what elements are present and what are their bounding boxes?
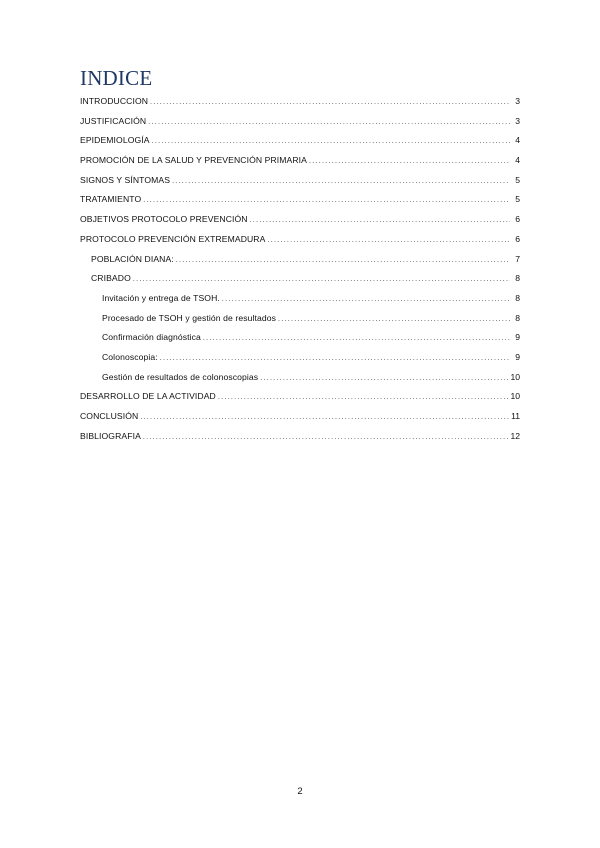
toc-entry-conclusion[interactable] — [80, 407, 520, 427]
toc-entry-label: JUSTIFICACIÓN — [80, 115, 147, 126]
toc-dot-leader — [222, 290, 510, 310]
toc-entry-label: Invitación y entrega de TSOH. — [102, 292, 220, 303]
toc-entry-label: INTRODUCCION — [80, 96, 149, 106]
toc-entry-desarrollo-actividad[interactable] — [80, 387, 520, 407]
toc-dot-leader — [250, 211, 510, 231]
toc-entry-label: POBLACIÓN DIANA: — [91, 253, 174, 264]
toc-entry-label: BIBLIOGRAFIA — [80, 430, 141, 441]
toc-entry-page: 5 — [515, 194, 520, 205]
toc-entry-label: PROTOCOLO PREVENCIÓN EXTREMADURA — [80, 233, 266, 244]
toc-entry-label: CONCLUSIÓN — [80, 411, 139, 421]
toc-entry-page: 8 — [515, 292, 520, 303]
toc-dot-leader — [133, 270, 510, 290]
toc-entry-epidemiologia[interactable] — [80, 131, 520, 151]
toc-dot-leader — [267, 231, 510, 251]
toc-entry-objetivos[interactable] — [80, 210, 520, 230]
toc-entry-confirmacion-diagnostica[interactable] — [80, 328, 520, 348]
toc-entry-label: TRATAMIENTO — [80, 194, 142, 205]
toc-entry-label: Colonoscopia: — [102, 351, 158, 362]
toc-dot-leader — [143, 428, 509, 448]
toc-entry-label: DESARROLLO DE LA ACTIVIDAD — [80, 391, 216, 402]
toc-entry-page: 8 — [515, 273, 520, 284]
toc-entry-invitacion-tsoh[interactable] — [80, 289, 520, 309]
toc-entry-protocolo-extremadura[interactable] — [80, 230, 520, 250]
toc-dot-leader — [309, 152, 510, 172]
toc-entry-label: Procesado de TSOH y gestión de resultados — [102, 312, 277, 323]
toc-dot-leader — [260, 369, 508, 389]
toc-entry-gestion-colonoscopias[interactable] — [80, 368, 520, 388]
toc-entry-page: 3 — [515, 96, 520, 106]
toc-entry-page: 4 — [515, 135, 520, 146]
toc-entry-page: 7 — [515, 253, 520, 264]
toc-entry-page: 11 — [511, 411, 520, 421]
toc-dot-leader — [148, 113, 510, 133]
toc-dot-leader — [150, 93, 510, 113]
toc-entry-page: 3 — [515, 115, 520, 126]
toc-dot-leader — [152, 132, 510, 152]
toc-entry-page: 10 — [510, 391, 520, 402]
toc-entry-page: 9 — [515, 332, 520, 343]
toc-entry-page: 4 — [515, 155, 520, 166]
page-title: INDICE — [80, 66, 153, 90]
toc-entry-page: 10 — [510, 371, 520, 382]
toc-entry-page: 6 — [515, 233, 520, 244]
toc-entry-label: OBJETIVOS PROTOCOLO PREVENCIÓN — [80, 214, 248, 225]
toc-dot-leader — [278, 310, 510, 330]
table-of-contents — [80, 92, 520, 446]
toc-entry-poblacion-diana[interactable] — [80, 250, 520, 270]
toc-entry-page: 8 — [515, 312, 520, 323]
toc-entry-tratamiento[interactable] — [80, 190, 520, 210]
toc-entry-justificacion[interactable] — [80, 112, 520, 132]
toc-entry-page: 6 — [515, 214, 520, 225]
toc-entry-promocion-salud[interactable] — [80, 151, 520, 171]
toc-entry-label: Gestión de resultados de colonoscopias — [102, 371, 259, 382]
toc-entry-page: 9 — [515, 351, 520, 362]
page-number: 2 — [297, 786, 303, 797]
toc-entry-colonoscopia[interactable] — [80, 348, 520, 368]
toc-dot-leader — [140, 408, 509, 428]
toc-entry-label: CRIBADO — [91, 273, 131, 284]
toc-dot-leader — [143, 191, 510, 211]
toc-entry-label: SIGNOS Y SÍNTOMAS — [80, 174, 171, 185]
toc-entry-label: Confirmación diagnóstica — [102, 332, 201, 343]
toc-entry-label: PROMOCIÓN DE LA SALUD Y PREVENCIÓN PRIMARIA — [80, 155, 307, 166]
toc-dot-leader — [160, 349, 510, 369]
toc-entry-procesado-tsoh[interactable] — [80, 309, 520, 329]
toc-entry-page: 5 — [515, 174, 520, 185]
toc-entry-label: EPIDEMIOLOGÍA — [80, 135, 150, 146]
toc-entry-introduccion[interactable] — [80, 92, 520, 112]
toc-entry-page: 12 — [510, 430, 520, 441]
toc-dot-leader — [172, 172, 510, 192]
toc-dot-leader — [176, 251, 510, 271]
toc-entry-bibliografia[interactable] — [80, 427, 520, 447]
toc-dot-leader — [218, 388, 509, 408]
toc-entry-cribado[interactable] — [80, 269, 520, 289]
toc-entry-signos-sintomas[interactable] — [80, 171, 520, 191]
toc-dot-leader — [203, 329, 510, 349]
